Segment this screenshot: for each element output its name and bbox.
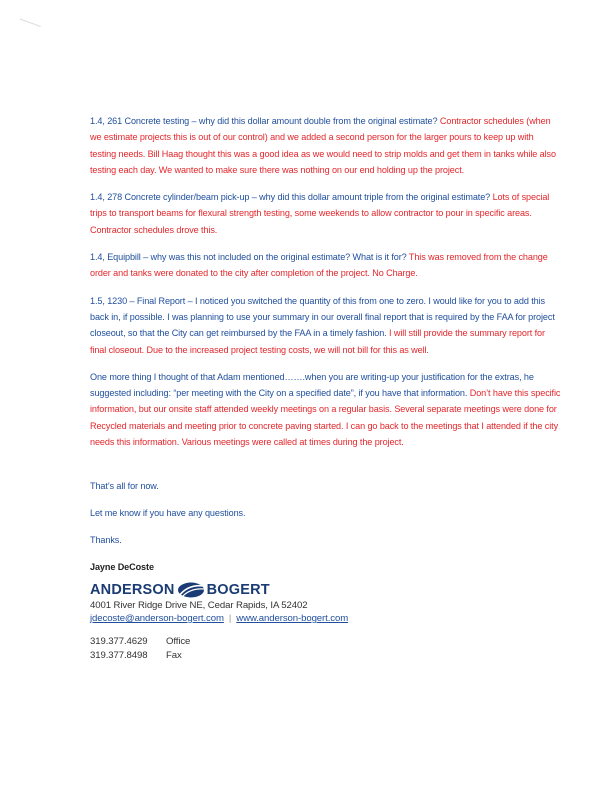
closing-line: Let me know if you have any questions. xyxy=(90,508,246,519)
question-text: One more thing I thought of that Adam mentioned…….when you are writing-up your justification for the extras, he suggested including: “per meeting with the City on a specified date”, if you have that information. xyxy=(90,371,534,399)
paragraph-meetings xyxy=(90,369,562,450)
question-text: 1.4, 278 Concrete cylinder/beam pick-up – why did this dollar amount triple from the original estimate? xyxy=(90,192,493,203)
link-separator: | xyxy=(228,613,232,625)
phone-number: 319.377.8498 xyxy=(90,650,148,662)
closing-thanks: Thanks. xyxy=(90,534,122,545)
question-text: 1.4, Equipbill – why was this not included on the original estimate? What is it for? xyxy=(90,252,409,263)
answer-text: Don’t have this specific information, but our onsite staff attended weekly meetings on a regular basis. Several separate meetings were done for Recycled materials and meeting prior to concrete paving started. I can go back to the meetings that I attended if the city needs this information. Various meetings were called at times during the project. xyxy=(90,388,561,448)
email-link[interactable]: jdecoste@anderson-bogert.com xyxy=(90,613,224,625)
closing-line: That’s all for now. xyxy=(90,481,159,492)
company-address: 4001 River Ridge Drive NE, Cedar Rapids, IA 52402 xyxy=(90,600,308,612)
phone-fax xyxy=(90,649,562,663)
phone-list xyxy=(90,635,562,663)
question-text: 1.5, 1230 – Final Report – I noticed you switched the quantity of this from one to zero. I would like for you to add this back in, if possible. I was planning to use your summary in our overall final report that is required by the FAA for project closeout, so that the City can get reimbursed by the FAA in a timely fashion. xyxy=(90,295,555,339)
answer-text: Contractor schedules (when we estimate projects this is out of our control) and we added a second person for the larger pours to keep up with testing needs. Bill Haag thought this was a good idea as we would need to strip molds and get them in tanks while also testing each day. We wanted to make sure there was nothing on our end holding up the project. xyxy=(90,116,556,175)
phone-office xyxy=(90,635,562,649)
paragraph-final-report xyxy=(90,293,562,358)
paragraph-cylinder-pickup xyxy=(90,189,562,238)
email-body xyxy=(90,113,562,663)
paragraph-equipbill xyxy=(90,249,562,282)
scan-artifact xyxy=(17,19,41,35)
logo-text-right: BOGERT xyxy=(206,581,270,598)
paragraph-concrete-testing xyxy=(90,113,562,178)
answer-text: This was removed from the change order and tanks were donated to the city after completion of the project. No Charge. xyxy=(90,252,548,279)
phone-label: Fax xyxy=(166,650,182,662)
logo-text-left: ANDERSON xyxy=(90,581,175,598)
website-link[interactable]: www.anderson-bogert.com xyxy=(236,613,349,625)
answer-text: I will still provide the summary report for final closeout. Due to the increased project testing costs, we will not bill for this as well. xyxy=(90,328,545,355)
phone-label: Office xyxy=(166,636,191,648)
signature-name: Jayne DeCoste xyxy=(90,561,154,572)
logo-swoosh-icon xyxy=(176,582,206,598)
company-logo xyxy=(90,581,562,599)
question-text: 1.4, 261 Concrete testing – why did this dollar amount double from the original estimate? xyxy=(90,116,440,126)
answer-text: Lots of special trips to transport beams for flexural strength testing, some weekends to allow contractor to pour in specific areas. Contractor schedules drove this. xyxy=(90,192,550,235)
contact-links xyxy=(90,612,562,625)
phone-number: 319.377.4629 xyxy=(90,636,148,648)
